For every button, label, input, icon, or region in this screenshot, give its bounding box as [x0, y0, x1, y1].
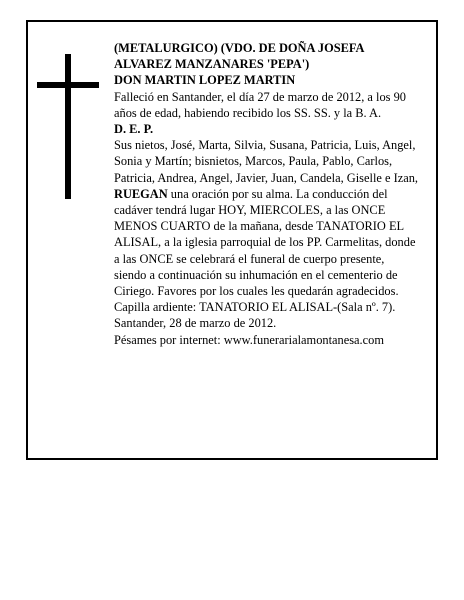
heading-line-1: (METALURGICO) (VDO. DE DOÑA JOSEFA	[114, 41, 365, 55]
place-date: Santander, 28 de marzo de 2012.	[114, 316, 277, 331]
ruegan-word: RUEGAN	[114, 186, 168, 201]
obituary-text	[114, 40, 419, 348]
cross-vertical-bar	[65, 54, 71, 199]
heading-line-2: ALVAREZ MANZANARES 'PEPA')	[114, 57, 310, 72]
deceased-name: DON MARTIN LOPEZ MARTIN	[114, 73, 296, 88]
rip-label: D. E. P.	[114, 122, 154, 137]
request-paragraph	[114, 186, 419, 316]
request-text: una oración por su alma. La conducción del cadáver tendrá lugar HOY, MIERCOLES, a las ONCE MENOS CUARTO de la mañana, desde TANATORIO EL ALISAL, a la iglesia parroquial de los PP. Carmelitas, donde a las ONCE se celebrará el funeral de cuerpo presente, siendo a continuación su inhumación en el cementerio de Ciriego. Favores por los cuales les quedarán agradecidos. Capilla ardiente: TANATORIO EL ALISAL-(Sala nº. 7).	[114, 186, 416, 315]
family-list: Sus nietos, José, Marta, Silvia, Susana, Patricia, Luis, Angel, Sonia y Martín; bisnietos, Marcos, Paula, Pablo, Carlos, Patricia, Andrea, Angel, Javier, Juan, Candela, Giselle e Izan,	[114, 138, 418, 185]
cross-icon	[37, 54, 99, 199]
condolences-line: Pésames por internet: www.funerarialamontanesa.com	[114, 332, 384, 347]
cross-horizontal-bar	[37, 82, 99, 88]
death-statement: Falleció en Santander, el día 27 de marzo de 2012, a los 90 años de edad, habiendo recibido los SS. SS. y la B. A.	[114, 89, 406, 120]
